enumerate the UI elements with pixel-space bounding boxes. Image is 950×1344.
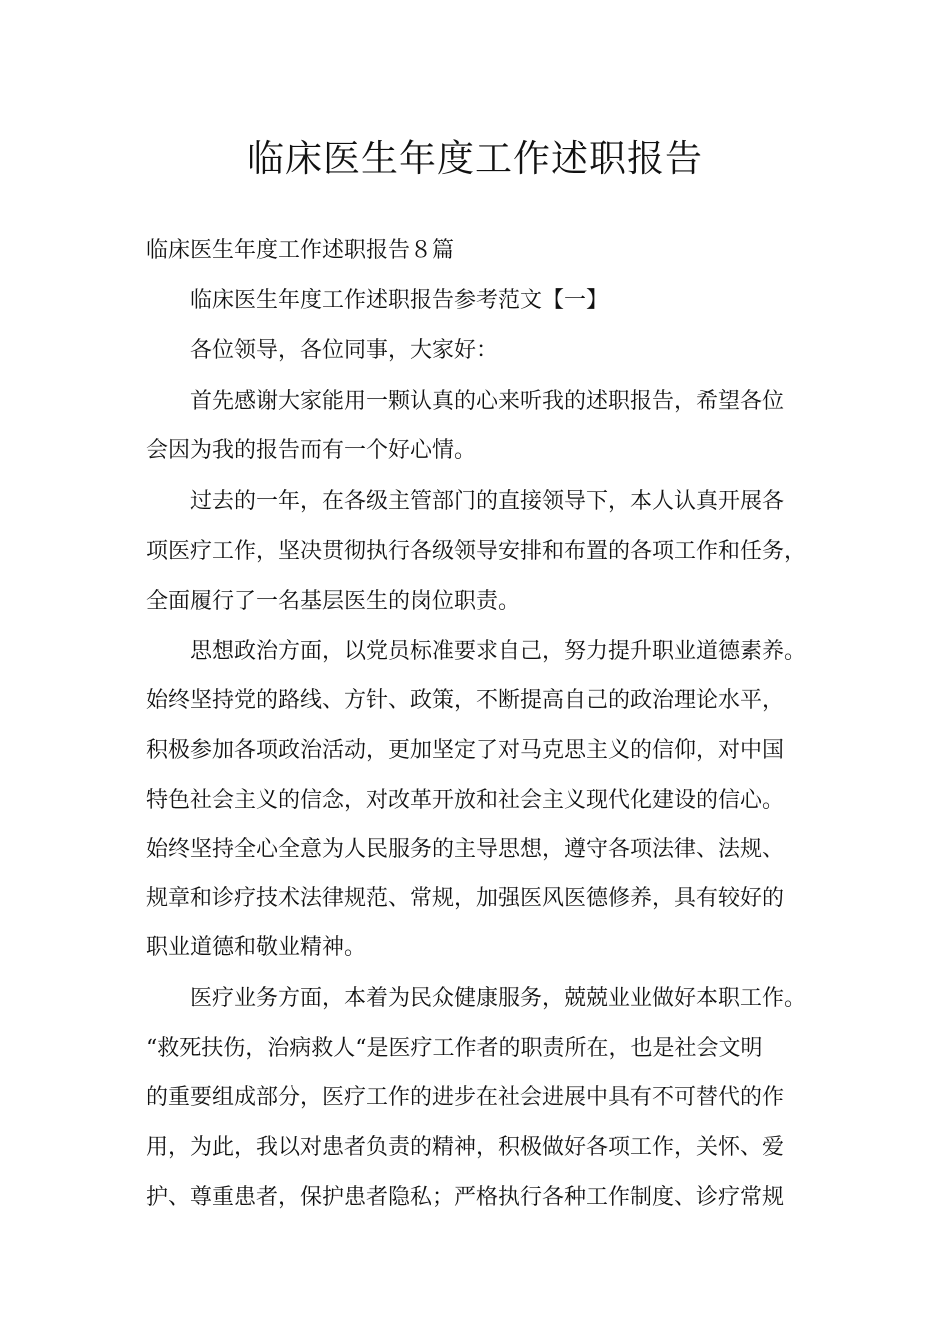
- paragraph-line: 始终坚持党的路线、方针、政策，不断提高自己的政治理论水平，: [146, 688, 785, 713]
- paragraph-line: 医疗业务方面，本着为民众健康服务，兢兢业业做好本职工作。: [190, 986, 807, 1011]
- greeting-line: 各位领导，各位同事，大家好：: [190, 338, 499, 363]
- paragraph-line: 全面履行了一名基层医生的岗位职责。: [146, 589, 521, 614]
- paragraph-line: 用，为此，我以对患者负责的精神，积极做好各项工作，关怀、爱: [146, 1135, 785, 1160]
- paragraph-line: 特色社会主义的信念，对改革开放和社会主义现代化建设的信心。: [146, 788, 785, 813]
- subtitle-line: 临床医生年度工作述职报告８篇: [146, 238, 455, 263]
- paragraph-line: 始终坚持全心全意为人民服务的主导思想，遵守各项法律、法规、: [146, 837, 785, 862]
- paragraph-line: 规章和诊疗技术法律规范、常规，加强医风医德修养，具有较好的: [146, 886, 785, 911]
- document-title: 临床医生年度工作述职报告: [247, 137, 703, 180]
- paragraph-line: 项医疗工作，坚决贯彻执行各级领导安排和布置的各项工作和任务，: [146, 539, 807, 564]
- paragraph-line: 护、尊重患者，保护患者隐私；严格执行各种工作制度、诊疗常规: [146, 1185, 785, 1210]
- section-heading: 临床医生年度工作述职报告参考范文【一】: [190, 288, 609, 313]
- paragraph-line: 思想政治方面，以党员标准要求自己，努力提升职业道德素养。: [190, 639, 807, 664]
- paragraph-line: 首先感谢大家能用一颗认真的心来听我的述职报告，希望各位: [190, 389, 785, 414]
- paragraph-line: 过去的一年，在各级主管部门的直接领导下，本人认真开展各: [190, 489, 785, 514]
- paragraph-line: 积极参加各项政治活动，更加坚定了对马克思主义的信仰，对中国: [146, 738, 785, 763]
- paragraph-line: “救死扶伤，治病救人“是医疗工作者的职责所在，也是社会文明: [146, 1036, 763, 1061]
- paragraph-line: 会因为我的报告而有一个好心情。: [146, 438, 477, 463]
- paragraph-line: 职业道德和敬业精神。: [146, 935, 367, 960]
- paragraph-line: 的重要组成部分，医疗工作的进步在社会进展中具有不可替代的作: [146, 1085, 785, 1110]
